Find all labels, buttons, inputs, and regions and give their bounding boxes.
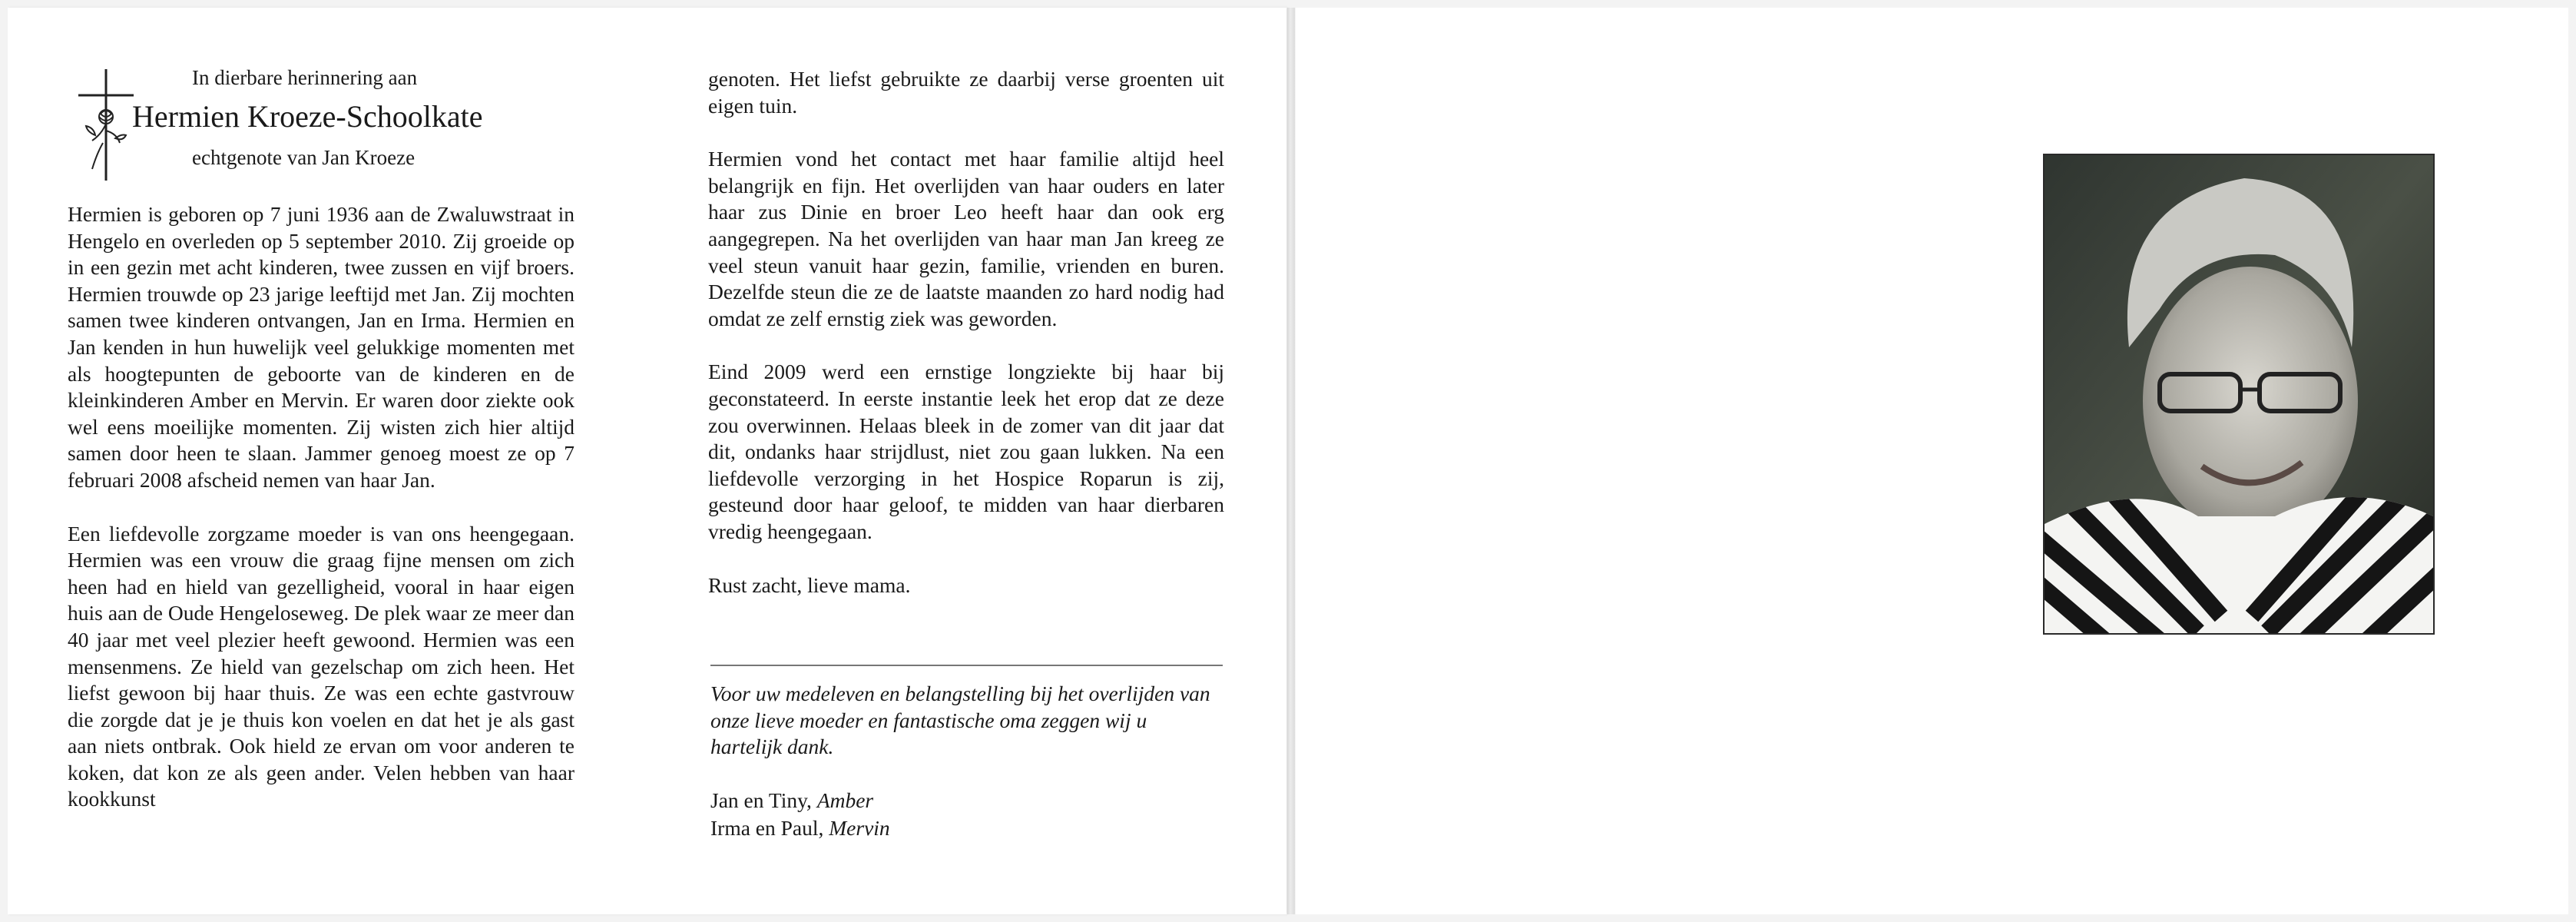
farewell-line: Rust zacht, lieve mama.: [708, 572, 911, 597]
continuation-paragraph: genoten. Het liefst gebruikte ze daarbij verse groenten uit eigen tuin.: [708, 67, 1224, 118]
spouse-line: echtgenote van Jan Kroeze: [192, 146, 416, 169]
portrait-photo: [2043, 154, 2435, 635]
deceased-name: Hermien Kroeze-Schoolkate: [132, 99, 483, 134]
biography-paragraph: Hermien is geboren op 7 juni 1936 aan de Zwaluwstraat in Hengelo en overleden op 5 september 2010. Zij groeide op in een gezin met acht kinderen, twee zussen en vijf broers. Hermien trouwde op 23 jarige leeftijd met Jan. Zij mochten samen twee kinderen ontvangen, Jan en Irma. Hermien en Jan kenden in hun huwelijk veel gelukkige momenten met als hoogtepunten de geboorte van de kinderen en de kleinkinderen Amber en Mervin. Er waren door ziekte ook wel eens moeilijke momenten. Zij wisten zich hier altijd samen door heen te slaan. Jammer genoeg moest ze op 7 februari 2008 afscheid nemen van haar Jan.: [68, 202, 574, 492]
in-memory-line: In dierbare herinnering aan: [192, 66, 418, 89]
cross-with-rose-icon: [75, 69, 137, 181]
left-text-column: [68, 201, 574, 813]
divider-rule: [710, 665, 1223, 666]
character-paragraph: Een liefdevolle zorgzame moeder is van ons heengegaan. Hermien was een vrouw die graag fijne mensen om zich heen had en hield van gezelligheid, vooral in haar eigen huis aan de Oude Hengeloseweg. De plek waar ze meer dan 40 jaar met veel plezier heeft gewoond. Hermien was een mensenmens. Ze hield van gezelschap om zich heen. Het liefst gewoon bij haar thuis. Ze was een echte gastvrouw die zorgde dat je je thuis kon voelen en dat het je als gast aan niets ontbrak. Ook hield ze ervan om voor anderen te koken, dat kon ze als geen ander. Velen hebben van haar kookkunst: [68, 521, 574, 811]
card-fold: [1287, 8, 1295, 914]
signature-line: [710, 816, 890, 841]
right-text-column: [708, 66, 1224, 599]
signature-grandchild: Mervin: [829, 816, 890, 840]
thanks-message: Voor uw medeleven en belangstelling bij het overlijden van onze lieve moeder en fantastische oma zeggen wij u hartelijk dank.: [710, 682, 1210, 759]
signature-names: Jan en Tiny,: [710, 788, 812, 812]
portrait-image: [2045, 155, 2433, 633]
illness-paragraph: Eind 2009 werd een ernstige longziekte bij haar bij geconstateerd. In eerste instantie leek het erop dat ze deze zou overwinnen. Helaas bleek in de zomer van dit jaar dat dit, ondanks haar strijdlust, niet zou gaan lukken. Na een liefdevolle verzorging in het Hospice Roparun is zij, gesteund door haar geloof, te midden van haar dierbaren vredig heengegaan.: [708, 360, 1224, 543]
signature-grandchild: Amber: [816, 788, 874, 812]
signature-line: [710, 788, 873, 813]
signature-names: Irma en Paul,: [710, 816, 824, 840]
family-paragraph: Hermien vond het contact met haar familie altijd heel belangrijk en fijn. Het overlijden van haar ouders en later haar zus Dinie en broer Leo heeft haar dan ook erg aangegrepen. Na het overlijden van haar man Jan kreeg ze veel steun vanuit haar gezin, familie, vrienden en buren. Dezelfde steun die ze de laatste maanden zo hard nodig had omdat ze zelf ernstig ziek was geworden.: [708, 147, 1224, 330]
